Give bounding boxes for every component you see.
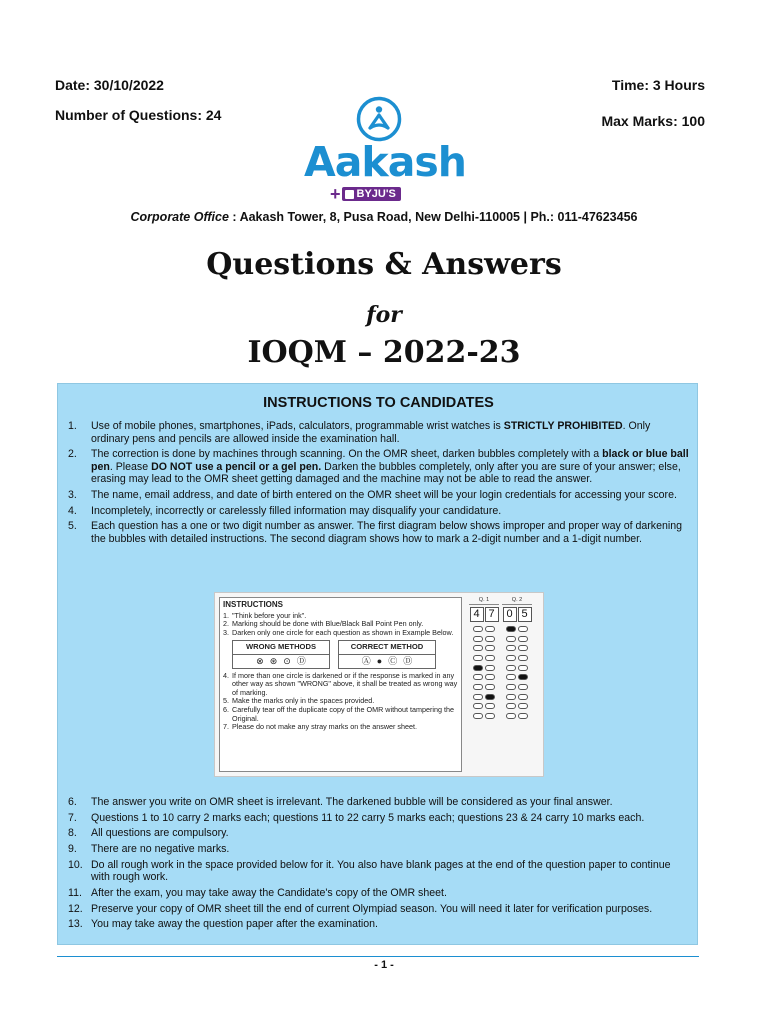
omr-instruction-item xyxy=(223,629,458,638)
plus-sign: + xyxy=(330,184,341,204)
instruction-text xyxy=(91,903,652,915)
omr-bubble xyxy=(506,684,516,690)
omr-bubble-row xyxy=(502,653,532,663)
omr-bubble xyxy=(473,636,483,642)
instruction-item xyxy=(68,505,690,518)
omr-instruction-item xyxy=(223,706,458,723)
omr-bubble-row xyxy=(502,643,532,653)
omr-bubble xyxy=(506,626,516,632)
omr-bubble xyxy=(518,636,528,642)
omr-bubble-row xyxy=(502,672,532,682)
omr-bubble xyxy=(518,684,528,690)
instruction-number: 9. xyxy=(68,843,77,856)
omr-instruction-item xyxy=(223,723,458,732)
omr-instruction-number: 6. xyxy=(223,704,229,714)
omr-bubble xyxy=(473,665,483,671)
omr-bubble xyxy=(506,655,516,661)
instruction-item xyxy=(68,812,690,825)
omr-bubble xyxy=(485,713,495,719)
wrong-mark-bubble: ⊛ xyxy=(269,655,278,666)
wrong-mark-bubble: ⊙ xyxy=(283,655,291,666)
omr-bubble xyxy=(485,655,495,661)
omr-bubble xyxy=(473,626,483,632)
omr-bubble xyxy=(473,674,483,680)
instruction-number: 6. xyxy=(68,796,77,808)
omr-instruction-number: 3. xyxy=(223,627,229,637)
instruction-item xyxy=(68,827,690,840)
instruction-text-part: . Only ordinary pens and pencils are allowed inside the examination hall. xyxy=(91,420,651,445)
omr-instruction-number: 5. xyxy=(223,696,229,706)
instruction-emphasis: STRICTLY PROHIBITED xyxy=(503,420,623,432)
instruction-text-part: Do all rough work in the space provided below for it. You also have blank pages at the end of the question paper to continue with rough work. xyxy=(91,858,671,884)
instruction-number: 8. xyxy=(68,827,77,840)
omr-bubble-row xyxy=(502,711,532,721)
omr-bubble xyxy=(506,636,516,642)
instruction-item xyxy=(68,420,690,445)
instruction-item xyxy=(68,489,690,502)
omr-bubble xyxy=(506,665,516,671)
instruction-text xyxy=(91,420,650,445)
corporate-office-label: Corporate Office xyxy=(130,210,229,224)
instruction-text-part: The name, email address, and date of birth entered on the OMR sheet will be your login credentials for accessing your score. xyxy=(91,488,677,501)
omr-answer-digit: 0 xyxy=(503,607,517,622)
omr-bubble xyxy=(485,694,495,700)
omr-bubble xyxy=(518,694,528,700)
instruction-item xyxy=(68,796,690,809)
omr-bubble-row xyxy=(502,663,532,673)
instructions-panel xyxy=(57,383,698,945)
omr-bubble xyxy=(485,684,495,690)
omr-instruction-text: Marking should be done with Blue/Black Ball Point Pen only. xyxy=(232,619,424,629)
instruction-text xyxy=(91,812,644,824)
instruction-text-part: Incompletely, incorrectly or carelessly filled information may disqualify your candidature. xyxy=(91,504,502,517)
instruction-item xyxy=(68,448,690,486)
instruction-text xyxy=(91,489,677,501)
omr-bubble xyxy=(506,645,516,651)
instruction-number: 4. xyxy=(68,504,77,517)
correct-mark-bubble: ● xyxy=(376,655,383,666)
instruction-text-part: . Please xyxy=(109,460,152,473)
instruction-item xyxy=(68,520,690,545)
omr-instruction-number: 2. xyxy=(223,619,229,629)
sub-brand-name: BYJU'S xyxy=(356,188,396,200)
omr-question-label: Q. 2 xyxy=(502,597,532,605)
omr-bubble xyxy=(485,703,495,709)
omr-bubble xyxy=(518,645,528,651)
omr-bubble xyxy=(518,626,528,632)
exam-duration: Time: 3 Hours xyxy=(611,77,705,93)
instruction-item xyxy=(68,887,690,900)
max-marks: Max Marks: 100 xyxy=(601,113,705,129)
omr-bubble xyxy=(506,703,516,709)
instruction-item xyxy=(68,859,690,884)
instruction-text-part: The answer you write on OMR sheet is irrelevant. The darkened bubble will be considered as your final answer. xyxy=(91,796,613,808)
omr-instruction-text: If more than one circle is darkened or if the response is marked in any other way as shown "WRONG" above, it shall be treated as wrong way of marking. xyxy=(232,670,458,697)
omr-instruction-number: 1. xyxy=(223,610,229,620)
instruction-text-part: The correction is done by machines through scanning. On the OMR sheet, darken bubbles completely with a xyxy=(91,448,603,461)
omr-bubble xyxy=(518,703,528,709)
correct-mark-bubble: Ⓓ xyxy=(403,655,413,666)
omr-instruction-text: Make the marks only in the spaces provided. xyxy=(232,696,375,706)
instruction-list-bottom xyxy=(68,796,690,934)
instruction-text xyxy=(91,918,378,930)
page-number: - 1 - xyxy=(374,959,394,971)
byjus-square-icon xyxy=(345,190,354,199)
instruction-text-part: After the exam, you may take away the Candidate's copy of the OMR sheet. xyxy=(91,886,447,899)
omr-bubble-row xyxy=(502,624,532,634)
omr-instruction-item xyxy=(223,672,458,698)
omr-bubble xyxy=(518,713,528,719)
omr-bubble xyxy=(518,674,528,680)
instruction-emphasis: black or blue ball pen xyxy=(91,448,689,473)
omr-bubble-row xyxy=(469,702,499,712)
omr-bubble xyxy=(473,694,483,700)
omr-bubble-row xyxy=(469,711,499,721)
correct-method-label: CORRECT METHOD xyxy=(339,641,435,655)
omr-bubble xyxy=(518,655,528,661)
instruction-text-part: Use of mobile phones, smartphones, iPads, calculators, programmable wrist watches is xyxy=(91,420,504,432)
wrong-methods-label: WRONG METHODS xyxy=(233,641,329,655)
wrong-mark-bubble: ⊗ xyxy=(256,655,264,666)
omr-instruction-text: Please do not make any stray marks on the answer sheet. xyxy=(232,722,417,732)
instruction-item xyxy=(68,918,690,931)
omr-bubble-grid xyxy=(469,624,499,721)
omr-instruction-number: 7. xyxy=(223,722,229,732)
omr-instruction-text: "Think before your ink". xyxy=(232,610,307,620)
instruction-text-part: All questions are compulsory. xyxy=(91,827,229,840)
brand-name: Aakash xyxy=(304,138,466,186)
for-text: for xyxy=(366,302,402,328)
instruction-text xyxy=(91,448,689,485)
omr-bubble-row xyxy=(469,624,499,634)
omr-instruction-text: Carefully tear off the duplicate copy of the OMR without tampering the Original. xyxy=(232,704,454,723)
omr-answer-digit: 4 xyxy=(470,607,484,622)
wrong-methods-box xyxy=(232,640,330,668)
corporate-office-address: : Aakash Tower, 8, Pusa Road, New Delhi-110005 | Ph.: 011-47623456 xyxy=(228,210,638,224)
correct-method-box xyxy=(338,640,436,668)
omr-bubble xyxy=(473,684,483,690)
omr-answer-digit: 7 xyxy=(485,607,499,622)
omr-bubble-row xyxy=(502,692,532,702)
corporate-office xyxy=(0,210,768,224)
omr-bubble-row xyxy=(469,634,499,644)
omr-answer-digits xyxy=(502,607,532,622)
correct-mark-bubble: Ⓒ xyxy=(388,655,398,666)
correct-mark-bubble: Ⓐ xyxy=(361,655,371,666)
omr-bubble-row xyxy=(469,682,499,692)
instruction-number: 7. xyxy=(68,811,77,824)
omr-bubble-row xyxy=(469,692,499,702)
omr-bubble xyxy=(506,674,516,680)
instruction-text-part: There are no negative marks. xyxy=(91,843,230,856)
instruction-item xyxy=(68,843,690,856)
instruction-text-part: You may take away the question paper after the examination. xyxy=(91,918,378,931)
omr-bubble-row xyxy=(469,672,499,682)
instruction-text-part: Preserve your copy of OMR sheet till the end of current Olympiad season. You will need it later for verification purposes. xyxy=(91,902,653,915)
instruction-text xyxy=(91,796,613,808)
omr-bubble xyxy=(473,645,483,651)
omr-bubble-row xyxy=(502,702,532,712)
omr-bubble xyxy=(485,645,495,651)
omr-bubble-row xyxy=(469,643,499,653)
omr-bubble xyxy=(485,665,495,671)
byjus-badge xyxy=(330,186,401,202)
omr-instruction-number: 4. xyxy=(223,670,229,680)
instruction-number: 3. xyxy=(68,488,77,501)
number-of-questions: Number of Questions: 24 xyxy=(55,107,222,123)
aakash-byjus-logo xyxy=(300,96,470,206)
instruction-number: 12. xyxy=(68,902,83,915)
instruction-number: 1. xyxy=(68,420,77,432)
omr-bubble-grid xyxy=(502,624,532,721)
instruction-text xyxy=(91,520,682,545)
omr-bubble xyxy=(473,655,483,661)
omr-bubble-row xyxy=(469,653,499,663)
omr-answer-digits xyxy=(469,607,499,622)
instruction-number: 13. xyxy=(68,918,83,931)
instruction-number: 2. xyxy=(68,448,77,461)
omr-bubble xyxy=(485,636,495,642)
instruction-text xyxy=(91,843,229,855)
omr-instructions-title: INSTRUCTIONS xyxy=(223,600,283,609)
footer-divider xyxy=(57,956,699,957)
omr-instructions-diagram xyxy=(214,592,544,777)
instruction-text-part: Questions 1 to 10 carry 2 marks each; questions 11 to 22 carry 5 marks each; questions 23 & 24 carry 10 marks each. xyxy=(91,811,645,824)
exam-date: Date: 30/10/2022 xyxy=(55,77,164,93)
instruction-number: 5. xyxy=(68,520,77,533)
instruction-text xyxy=(91,505,501,517)
omr-bubble xyxy=(506,713,516,719)
omr-answer-digit: 5 xyxy=(518,607,532,622)
omr-bubble-row xyxy=(502,634,532,644)
omr-question-label: Q. 1 xyxy=(469,597,499,605)
instruction-text-part: Each question has a one or two digit number as answer. The first diagram below shows improper and proper way of darkening the bubbles with detailed instructions. The second diagram shows how to mark a 2-digit number and a 1-digit number. xyxy=(91,520,683,545)
instruction-text xyxy=(91,827,229,839)
wrong-mark-bubble: Ⓓ xyxy=(296,655,306,666)
instructions-title: INSTRUCTIONS TO CANDIDATES xyxy=(263,395,494,411)
omr-bubble-row xyxy=(469,663,499,673)
exam-name: IOQM – 2022-23 xyxy=(247,335,521,370)
omr-instruction-text: Darken only one circle for each question as shown in Example Below. xyxy=(232,627,454,637)
omr-bubble xyxy=(473,703,483,709)
omr-bubble xyxy=(473,713,483,719)
omr-bubble xyxy=(518,665,528,671)
omr-bubble xyxy=(485,674,495,680)
page-title: Questions & Answers xyxy=(206,247,562,282)
instruction-number: 10. xyxy=(68,858,83,871)
aakash-emblem-icon xyxy=(356,96,402,142)
omr-sample-q1 xyxy=(469,597,499,721)
omr-sample-q2 xyxy=(502,597,532,721)
omr-bubble xyxy=(506,694,516,700)
instruction-text xyxy=(91,859,671,884)
instruction-list-top xyxy=(68,420,690,548)
instruction-number: 11. xyxy=(68,886,82,899)
instruction-text xyxy=(91,887,447,899)
instruction-emphasis: DO NOT use a pencil or a gel pen. xyxy=(151,460,322,473)
instruction-item xyxy=(68,903,690,916)
omr-bubble-row xyxy=(502,682,532,692)
omr-bubble xyxy=(485,626,495,632)
instruction-text-part: Darken the bubbles completely, only after you are sure of your answer; else, erasing may lead to the OMR sheet getting damaged and the machine may not be able to read the answer. xyxy=(91,460,681,486)
omr-instructions-box xyxy=(219,597,462,772)
